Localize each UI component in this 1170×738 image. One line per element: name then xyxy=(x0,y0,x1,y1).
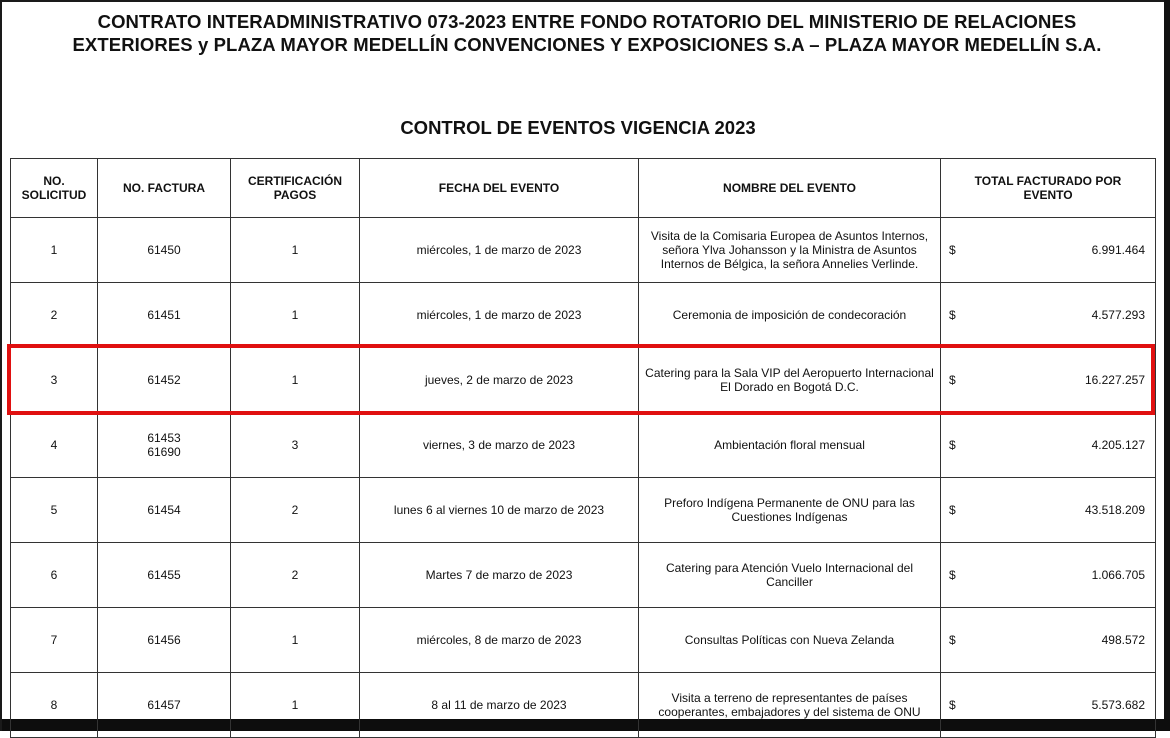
cell-nombre: Consultas Políticas con Nueva Zelanda xyxy=(639,608,941,673)
cell-nombre: Visita de la Comisaria Europea de Asuntos Internos, señora Ylva Johansson y la Ministra de Asuntos Internos de Bélgica, la señora Annelies Verlinde. xyxy=(639,218,941,283)
total-amount: 16.227.257 xyxy=(1084,373,1145,387)
cell-total xyxy=(941,348,1156,413)
header-cert-line-1: CERTIFICACIÓN xyxy=(248,174,342,188)
total-amount: 4.577.293 xyxy=(1091,308,1145,322)
header-total-line-1: TOTAL FACTURADO POR xyxy=(974,174,1122,188)
cell-factura xyxy=(98,413,231,478)
cell-total xyxy=(941,608,1156,673)
cell-certificacion: 1 xyxy=(231,608,360,673)
cell-fecha: miércoles, 8 de marzo de 2023 xyxy=(360,608,639,673)
cell-total xyxy=(941,478,1156,543)
cell-total xyxy=(941,283,1156,348)
cell-nombre: Catering para Atención Vuelo Internacional del Canciller xyxy=(639,543,941,608)
cell-certificacion: 1 xyxy=(231,673,360,738)
header-total-line-2: EVENTO xyxy=(1023,188,1073,202)
total-amount: 4.205.127 xyxy=(1091,438,1145,452)
table-row xyxy=(11,218,1156,283)
currency-symbol: $ xyxy=(949,568,956,582)
cell-certificacion: 3 xyxy=(231,413,360,478)
table-row xyxy=(11,348,1156,413)
total-amount: 498.572 xyxy=(1101,633,1145,647)
cell-factura xyxy=(98,608,231,673)
factura-number: 61451 xyxy=(147,308,181,322)
table-row xyxy=(11,478,1156,543)
currency-symbol: $ xyxy=(949,503,956,517)
cell-solicitud: 4 xyxy=(11,413,98,478)
cell-fecha: jueves, 2 de marzo de 2023 xyxy=(360,348,639,413)
cell-certificacion: 1 xyxy=(231,348,360,413)
total-amount: 6.991.464 xyxy=(1091,243,1145,257)
cell-factura xyxy=(98,543,231,608)
total-amount: 43.518.209 xyxy=(1084,503,1145,517)
cell-nombre: Ceremonia de imposición de condecoración xyxy=(639,283,941,348)
factura-number: 61457 xyxy=(147,698,181,712)
currency-symbol: $ xyxy=(949,243,956,257)
table-row xyxy=(11,673,1156,738)
cell-nombre: Catering para la Sala VIP del Aeropuerto Internacional El Dorado en Bogotá D.C. xyxy=(639,348,941,413)
table-header-row xyxy=(11,159,1156,218)
header-solicitud xyxy=(11,159,98,218)
currency-symbol: $ xyxy=(949,438,956,452)
events-table xyxy=(10,158,1156,738)
cell-fecha: 8 al 11 de marzo de 2023 xyxy=(360,673,639,738)
currency-symbol: $ xyxy=(949,698,956,712)
factura-number: 61454 xyxy=(147,503,181,517)
cell-certificacion: 1 xyxy=(231,218,360,283)
factura-number: 61453 xyxy=(147,431,181,445)
factura-number: 61450 xyxy=(147,243,181,257)
total-amount: 5.573.682 xyxy=(1091,698,1145,712)
factura-number: 61455 xyxy=(147,568,181,582)
factura-number: 61456 xyxy=(147,633,181,647)
cell-fecha: Martes 7 de marzo de 2023 xyxy=(360,543,639,608)
table-row xyxy=(11,543,1156,608)
header-nombre: NOMBRE DEL EVENTO xyxy=(639,159,941,218)
cell-solicitud: 3 xyxy=(11,348,98,413)
factura-number: 61452 xyxy=(147,373,181,387)
cell-solicitud: 2 xyxy=(11,283,98,348)
document-title-line-1: CONTRATO INTERADMINISTRATIVO 073-2023 ENTRE FONDO ROTATORIO DEL MINISTERIO DE RELACIONES xyxy=(97,11,1077,32)
top-border xyxy=(2,0,1170,2)
document-title-line-2: EXTERIORES y PLAZA MAYOR MEDELLÍN CONVENCIONES Y EXPOSICIONES S.A – PLAZA MAYOR MEDELLÍN S.A. xyxy=(72,34,1102,55)
cell-fecha: miércoles, 1 de marzo de 2023 xyxy=(360,283,639,348)
cell-nombre: Visita a terreno de representantes de países cooperantes, embajadores y del sistema de ONU xyxy=(639,673,941,738)
cell-fecha: lunes 6 al viernes 10 de marzo de 2023 xyxy=(360,478,639,543)
header-factura: NO. FACTURA xyxy=(98,159,231,218)
table-row xyxy=(11,608,1156,673)
header-cert-line-2: PAGOS xyxy=(273,188,317,202)
table-row xyxy=(11,413,1156,478)
cell-factura xyxy=(98,478,231,543)
cell-solicitud: 8 xyxy=(11,673,98,738)
cell-fecha: miércoles, 1 de marzo de 2023 xyxy=(360,218,639,283)
factura-number-2: 61690 xyxy=(147,445,181,459)
cell-solicitud: 6 xyxy=(11,543,98,608)
cell-certificacion: 2 xyxy=(231,478,360,543)
right-edge xyxy=(1164,0,1170,731)
cell-factura xyxy=(98,218,231,283)
header-solicitud-line-1: NO. xyxy=(43,174,65,188)
section-title: CONTROL DE EVENTOS VIGENCIA 2023 xyxy=(400,117,756,138)
cell-nombre: Ambientación floral mensual xyxy=(639,413,941,478)
header-total xyxy=(941,159,1156,218)
header-fecha: FECHA DEL EVENTO xyxy=(360,159,639,218)
cell-fecha: viernes, 3 de marzo de 2023 xyxy=(360,413,639,478)
currency-symbol: $ xyxy=(949,373,956,387)
cell-total xyxy=(941,543,1156,608)
header-certificacion xyxy=(231,159,360,218)
cell-factura xyxy=(98,283,231,348)
cell-solicitud: 1 xyxy=(11,218,98,283)
currency-symbol: $ xyxy=(949,633,956,647)
cell-solicitud: 5 xyxy=(11,478,98,543)
header-solicitud-line-2: SOLICITUD xyxy=(21,188,87,202)
cell-nombre: Preforo Indígena Permanente de ONU para las Cuestiones Indígenas xyxy=(639,478,941,543)
cell-certificacion: 1 xyxy=(231,283,360,348)
cell-total xyxy=(941,673,1156,738)
total-amount: 1.066.705 xyxy=(1091,568,1145,582)
cell-factura xyxy=(98,348,231,413)
cell-certificacion: 2 xyxy=(231,543,360,608)
currency-symbol: $ xyxy=(949,308,956,322)
cell-factura xyxy=(98,673,231,738)
cell-total xyxy=(941,413,1156,478)
document-title xyxy=(12,10,1162,56)
cell-solicitud: 7 xyxy=(11,608,98,673)
cell-total xyxy=(941,218,1156,283)
table-row xyxy=(11,283,1156,348)
